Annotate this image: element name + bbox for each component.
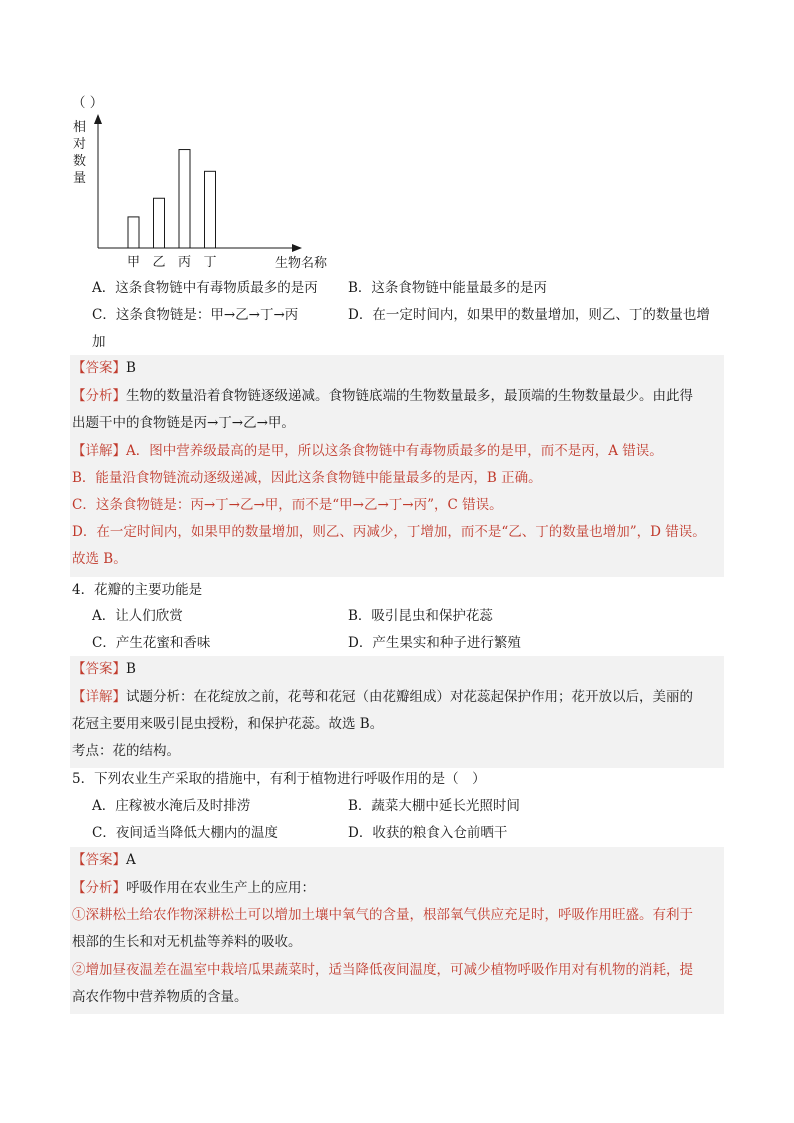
q3-analysis-line1 xyxy=(72,387,693,405)
q4-detail-line1 xyxy=(72,688,693,706)
q4-option-a: A．让人们欣赏 xyxy=(92,608,183,624)
q3-detail-line5: 故选 B。 xyxy=(72,551,127,567)
q5-point1-line2: 根部的生长和对无机盐等养料的吸收。 xyxy=(72,934,302,950)
q5-stem: 5．下列农业生产采取的措施中，有利于植物进行呼吸作用的是（ ） xyxy=(72,771,486,787)
answer-value: B xyxy=(126,661,136,677)
q5-option-b: B．蔬菜大棚中延长光照时间 xyxy=(348,798,520,814)
q5-option-d: D．收获的粮食入仓前晒干 xyxy=(348,825,508,841)
q4-stem: 4．花瓣的主要功能是 xyxy=(72,582,203,598)
analysis-tag: 【分析】 xyxy=(72,388,126,404)
answer-tag: 【答案】 xyxy=(72,661,126,677)
bar-甲 xyxy=(128,217,139,248)
q5-point2-line1: ②增加昼夜温差在温室中栽培瓜果蔬菜时，适当降低夜间温度，可减少植物呼吸作用对有机物的消耗，提 xyxy=(72,962,693,978)
q4-detail-line3: 考点：花的结构。 xyxy=(72,743,180,759)
q3-detail-line1 xyxy=(72,442,663,460)
q3-option-d: D．在一定时间内，如果甲的数量增加，则乙、丁的数量也增 xyxy=(348,307,710,323)
y-axis-label-char: 量 xyxy=(73,171,87,186)
bar-chart xyxy=(66,114,356,274)
x-axis-label: 生物名称 xyxy=(275,256,328,271)
q4-option-d: D．产生果实和种子进行繁殖 xyxy=(348,635,521,651)
q5-point1-line1: ①深耕松土给农作物深耕松土可以增加土壤中氧气的含量，根部氧气供应充足时，呼吸作用旺盛。有利于 xyxy=(72,907,693,923)
q4-answer xyxy=(72,660,136,678)
detail-text: A．图中营养级最高的是甲，所以这条食物链中有毒物质最多的是甲，而不是丙，A 错误。 xyxy=(126,443,663,459)
q3-analysis-line2: 出题干中的食物链是丙→丁→乙→甲。 xyxy=(72,415,295,431)
q3-option-d-cont: 加 xyxy=(92,334,106,350)
detail-text: 试题分析：在花绽放之前，花萼和花冠（由花瓣组成）对花蕊起保护作用；花开放以后，美丽的 xyxy=(126,689,693,705)
y-axis-arrow xyxy=(94,114,102,124)
q5-option-a: A．庄稼被水淹后及时排涝 xyxy=(92,798,251,814)
q4-option-c: C．产生花蜜和香味 xyxy=(92,635,211,651)
answer-value: A xyxy=(126,852,136,868)
y-axis-label-char: 相 xyxy=(73,120,87,135)
q3-option-a: A．这条食物链中有毒物质最多的是丙 xyxy=(92,280,318,296)
q3-detail-line2: B．能量沿食物链流动逐级递减，因此这条食物链中能量最多的是丙，B 正确。 xyxy=(72,470,542,486)
x-axis-arrow xyxy=(292,244,302,252)
answer-tag: 【答案】 xyxy=(72,360,126,376)
x-tick-label: 甲 xyxy=(126,255,141,270)
analysis-tag: 【分析】 xyxy=(72,880,126,896)
q3-answer xyxy=(72,359,136,377)
detail-tag: 【详解】 xyxy=(72,689,126,705)
q3-detail-line3: C．这条食物链是：丙→丁→乙→甲，而不是“甲→乙→丁→丙”，C 错误。 xyxy=(72,497,503,513)
bar-丁 xyxy=(205,171,216,248)
detail-tag: 【详解】 xyxy=(72,443,126,459)
q4-option-b: B．吸引昆虫和保护花蕊 xyxy=(348,608,493,624)
bar-丙 xyxy=(179,150,190,248)
bar-乙 xyxy=(154,198,165,248)
answer-tag: 【答案】 xyxy=(72,852,126,868)
q5-answer xyxy=(72,851,136,869)
x-tick-label: 丙 xyxy=(177,255,192,270)
q3-stem-tail: （ ） xyxy=(72,95,104,111)
q3-option-b: B．这条食物链中能量最多的是丙 xyxy=(348,280,547,296)
q5-analysis-head xyxy=(72,879,315,897)
x-tick-label: 丁 xyxy=(203,255,217,270)
x-tick-label: 乙 xyxy=(152,255,166,270)
analysis-text: 呼吸作用在农业生产上的应用： xyxy=(126,880,315,896)
q3-option-c: C．这条食物链是：甲→乙→丁→丙 xyxy=(92,307,299,323)
q5-option-c: C．夜间适当降低大棚内的温度 xyxy=(92,825,278,841)
analysis-text: 生物的数量沿着食物链逐级递减。食物链底端的生物数量最多，最顶端的生物数量最少。由此得 xyxy=(126,388,693,404)
q5-point2-line2: 高农作物中营养物质的含量。 xyxy=(72,989,248,1005)
q3-detail-line4: D．在一定时间内，如果甲的数量增加，则乙、丙减少，丁增加，而不是“乙、丁的数量也增加”，D 错误。 xyxy=(72,524,706,540)
y-axis-label-char: 对 xyxy=(73,137,87,152)
y-axis-label-char: 数 xyxy=(73,154,87,169)
q4-detail-line2: 花冠主要用来吸引昆虫授粉，和保护花蕊。故选 B。 xyxy=(72,716,384,732)
answer-value: B xyxy=(126,360,136,376)
